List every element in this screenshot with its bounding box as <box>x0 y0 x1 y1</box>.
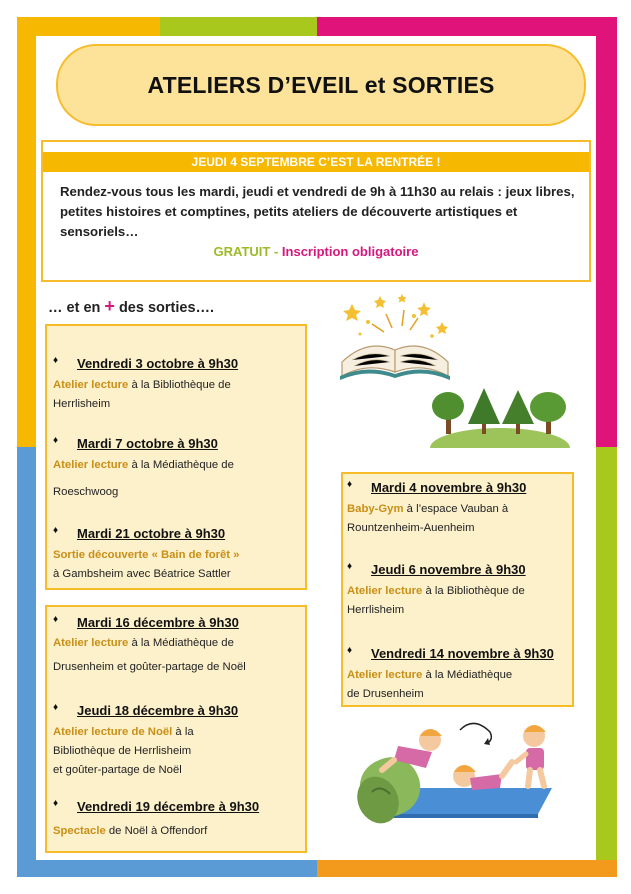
event-item <box>53 615 303 679</box>
event-item <box>347 562 572 620</box>
diamond-bullet-icon: ♦ <box>53 614 59 625</box>
trees-icon <box>430 388 570 448</box>
event-description: Atelier lecture à la Médiathèque de Drusenheim <box>347 669 513 700</box>
event-date: Vendredi 19 décembre à 9h30 <box>77 799 260 814</box>
rentree-description: Rendez-vous tous les mardi, jeudi et vendredi de 9h à 11h30 au relais : jeux libres, petites histoires et comptines, petits ateliers de découverte artistiques et sensoriels… <box>60 184 575 239</box>
sorties-suffix: des sorties…. <box>118 300 215 316</box>
baby-gym-icon <box>352 718 562 830</box>
event-date: Jeudi 18 décembre à 9h30 <box>77 703 239 718</box>
event-description: Atelier lecture à la Médiathèque de Drusenheim et goûter-partage de Noël <box>53 637 246 673</box>
diamond-bullet-icon: ♦ <box>53 798 59 809</box>
event-description: Atelier lecture de Noël à la Bibliothèque de Herrlisheim et goûter-partage de Noël <box>53 726 194 776</box>
frame-top-green-accent <box>160 17 317 36</box>
diamond-bullet-icon: ♦ <box>347 561 353 572</box>
event-date: Mardi 21 octobre à 9h30 <box>77 526 226 541</box>
event-item <box>53 526 303 584</box>
diamond-bullet-icon: ♦ <box>53 355 59 366</box>
rentree-box <box>41 140 591 282</box>
event-item <box>347 480 572 538</box>
rentree-footer <box>43 244 589 259</box>
frame-left-blue <box>17 447 36 877</box>
event-description: Atelier lecture à la Bibliothèque de Herrlisheim <box>53 379 231 410</box>
frame-right-green <box>596 447 617 877</box>
gratuit-label: GRATUIT - <box>213 244 279 259</box>
event-date: Mardi 16 décembre à 9h30 <box>77 615 239 630</box>
event-item <box>53 436 303 506</box>
diamond-bullet-icon: ♦ <box>53 435 59 446</box>
frame-top-magenta <box>317 17 617 36</box>
card-december <box>45 605 307 853</box>
event-item <box>53 356 303 414</box>
page-title: ATELIERS D’EVEIL et SORTIES <box>147 71 495 98</box>
event-description: Atelier lecture à la Bibliothèque de Herrlisheim <box>347 585 525 616</box>
open-book-icon <box>332 292 462 382</box>
event-description: Spectacle de Noël à Offendorf <box>53 825 208 837</box>
event-date: Vendredi 14 novembre à 9h30 <box>371 646 554 661</box>
plus-sign: + <box>104 296 115 316</box>
event-item <box>53 799 303 841</box>
rentree-banner: JEUDI 4 SEPTEMBRE C’EST LA RENTRÉE ! <box>43 152 589 172</box>
event-description: Sortie découverte « Bain de forêt » à Gambsheim avec Béatrice Sattler <box>53 549 240 580</box>
diamond-bullet-icon: ♦ <box>347 479 353 490</box>
diamond-bullet-icon: ♦ <box>53 702 59 713</box>
event-description: Baby-Gym à l’espace Vauban à Rountzenheim-Auenheim <box>347 503 509 534</box>
event-date: Mardi 7 octobre à 9h30 <box>77 436 218 451</box>
frame-bottom-blue <box>17 860 317 877</box>
card-october <box>45 324 307 590</box>
event-item <box>347 646 572 704</box>
event-date: Mardi 4 novembre à 9h30 <box>371 480 527 495</box>
diamond-bullet-icon: ♦ <box>53 525 59 536</box>
frame-left-yellow <box>17 17 36 447</box>
event-date: Jeudi 6 novembre à 9h30 <box>371 562 526 577</box>
frame-bottom-orange <box>317 860 617 877</box>
event-date: Vendredi 3 octobre à 9h30 <box>77 356 239 371</box>
inscription-label: Inscription obligatoire <box>281 244 419 259</box>
frame-right-magenta <box>596 17 617 447</box>
event-description: Atelier lecture à la Médiathèque de Roeschwoog <box>53 459 234 498</box>
diamond-bullet-icon: ♦ <box>347 645 353 656</box>
card-november <box>341 472 574 707</box>
event-item <box>53 703 303 780</box>
sorties-prefix: … et en <box>48 300 101 316</box>
title-banner <box>56 44 586 126</box>
sorties-heading <box>48 296 214 317</box>
